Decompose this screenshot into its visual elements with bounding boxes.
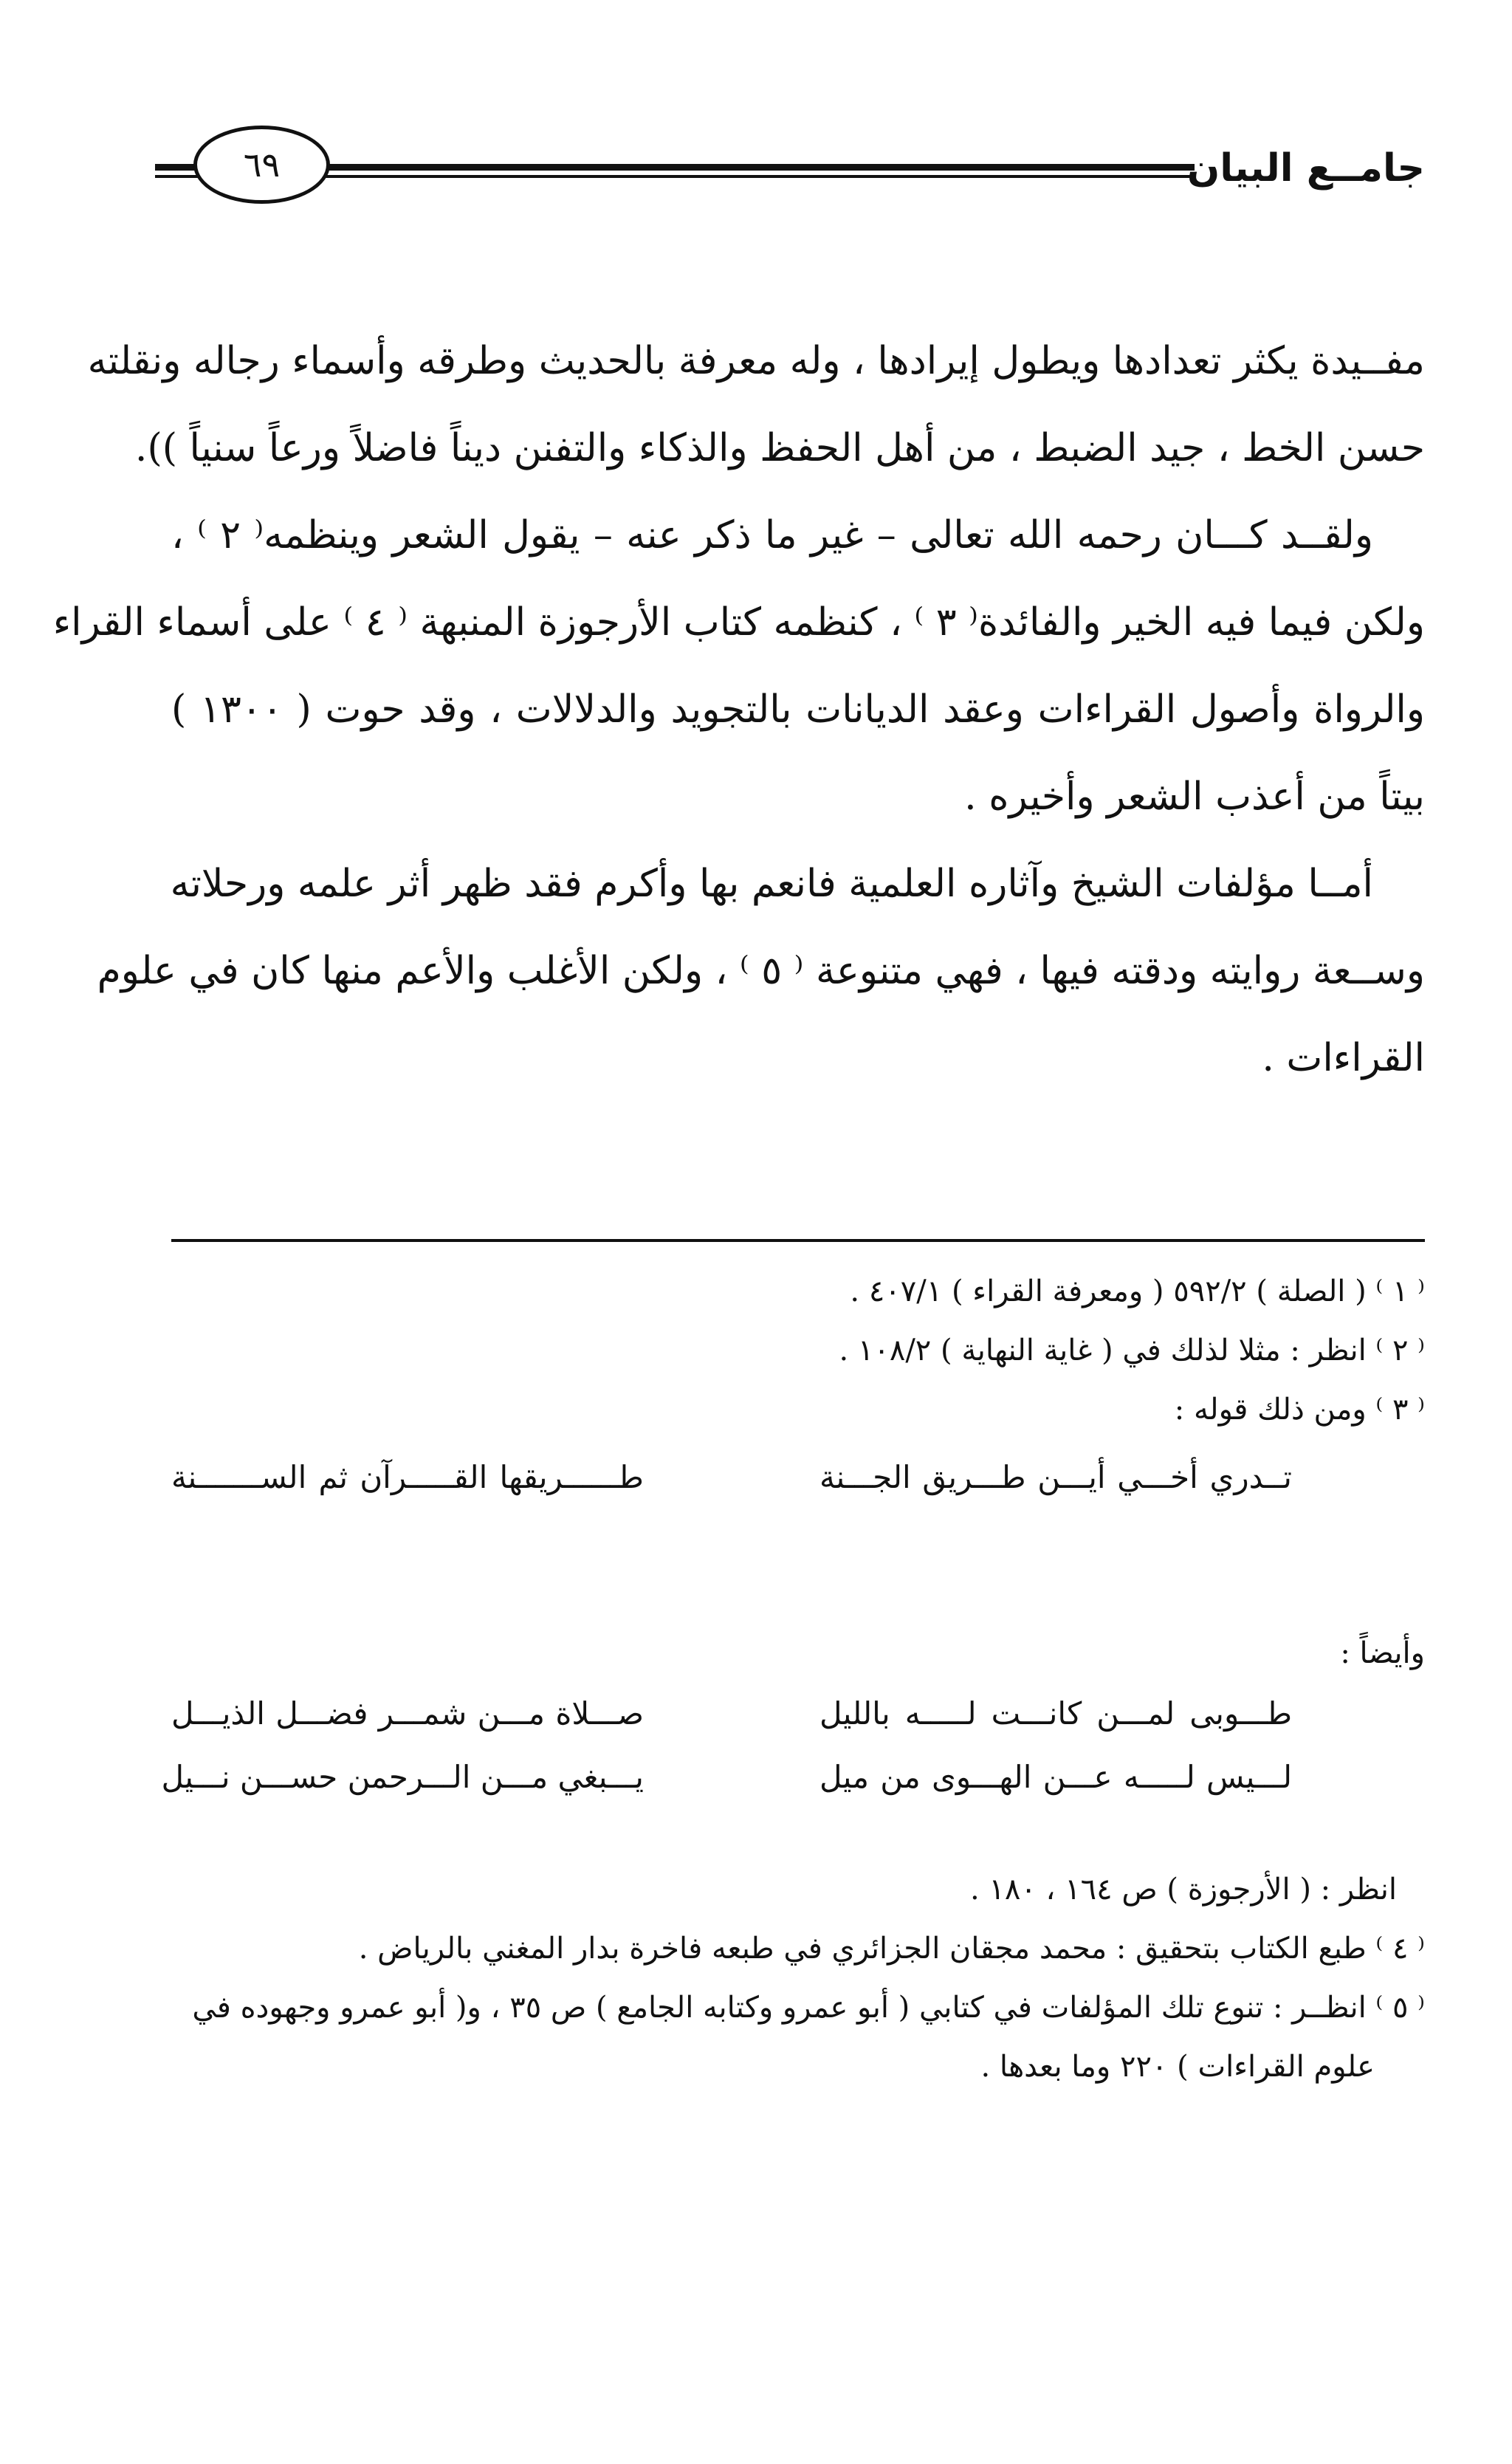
- page-number: [193, 126, 330, 204]
- body-line: ولقــد كـــان رحمه الله تعالى – غير ما ذكر عنه – يقول الشعر وينظمه⁽ ٢ ⁾ ،: [171, 513, 1373, 557]
- verse-hemistich: يـــبغي مـــن الـــرحمن حســـن نـــيل: [161, 1759, 644, 1795]
- footnote-separator: [171, 1239, 1425, 1242]
- footnote-2: ⁽ ٢ ⁾ انظر : مثلا لذلك في ( غاية النهاية ) ١٠٨/٢ .: [839, 1334, 1425, 1367]
- verse-row: [161, 1759, 1425, 1811]
- footnote-3: ⁽ ٣ ⁾ ومن ذلك قوله :: [1174, 1393, 1425, 1427]
- footnote-see: انظر : ( الأرجوزة ) ص ١٦٤ ، ١٨٠ .: [969, 1873, 1397, 1907]
- body-line: مفــيدة يكثر تعدادها ويطول إيرادها ، وله معرفة بالحديث وطرقه وأسماء رجاله ونقلته: [87, 339, 1425, 383]
- body-line: حسن الخط ، جيد الضبط ، من أهل الحفظ والذكاء والتفنن ديناً فاضلاً ورعاً سنياً )).: [134, 426, 1425, 470]
- verse-intro: وأيضاً :: [1340, 1636, 1425, 1670]
- footnote-5: ⁽ ٥ ⁾ انظــر : تنوع تلك المؤلفات في كتابي ( أبو عمرو وكتابه الجامع ) ص ٣٥ ، و( أبو عمرو وجهوده في: [192, 1991, 1425, 2025]
- page-header: [0, 111, 1512, 214]
- footnote-1: ⁽ ١ ⁾ ( الصلة ) ٥٩٢/٢ ( ومعرفة القراء ) ٤٠٧/١ .: [850, 1274, 1425, 1308]
- verse-hemistich: صـــلاة مـــن شمـــر فضـــل الذيـــل: [171, 1695, 644, 1732]
- footnote-5-continued: علوم القراءات ) ٢٢٠ وما بعدها .: [980, 2050, 1375, 2084]
- body-line: القراءات .: [1262, 1036, 1425, 1080]
- header-rule-left: [159, 164, 196, 183]
- verse-row: [171, 1459, 1425, 1511]
- body-text: [52, 318, 1425, 1102]
- footnote-4: ⁽ ٤ ⁾ طبع الكتاب بتحقيق : محمد مجقان الجزائري في طبعه فاخرة بدار المغني بالرياض .: [358, 1932, 1425, 1966]
- verse-hemistich: طــــــريقها القـــــرآن ثم الســـــــنة: [171, 1459, 644, 1495]
- body-line: والرواة وأصول القراءات وعقد الديانات بالتجويد والدلالات ، وقد حوت ( ١٣٠٠ ): [171, 687, 1425, 732]
- running-head: جامــع البيان: [1186, 146, 1425, 191]
- page-number-text: ٦٩: [243, 145, 281, 185]
- verse-hemistich: طـــوبى لمـــن كانـــت لـــــه بالليل: [819, 1695, 1292, 1732]
- body-line: ولكن فيما فيه الخير والفائدة⁽ ٣ ⁾ ، كنظمه كتاب الأرجوزة المنبهة ⁽ ٤ ⁾ على أسماء القراء: [52, 600, 1425, 645]
- body-line: أمــا مؤلفات الشيخ وآثاره العلمية فانعم بها وأكرم فقد ظهر أثر علمه ورحلاته: [170, 862, 1373, 906]
- body-line: وســعة روايته ودقته فيها ، فهي متنوعة ⁽ ٥ ⁾ ، ولكن الأغلب والأعم منها كان في علوم: [97, 949, 1425, 993]
- verse-hemistich: تــدري أخـــي أيـــن طـــريق الجـــنة: [819, 1459, 1292, 1495]
- verse-hemistich: لـــيس لـــــه عـــن الهـــوى من ميل: [819, 1759, 1292, 1795]
- body-line: بيتاً من أعذب الشعر وأخيره .: [964, 775, 1425, 819]
- verse-row: [171, 1695, 1425, 1747]
